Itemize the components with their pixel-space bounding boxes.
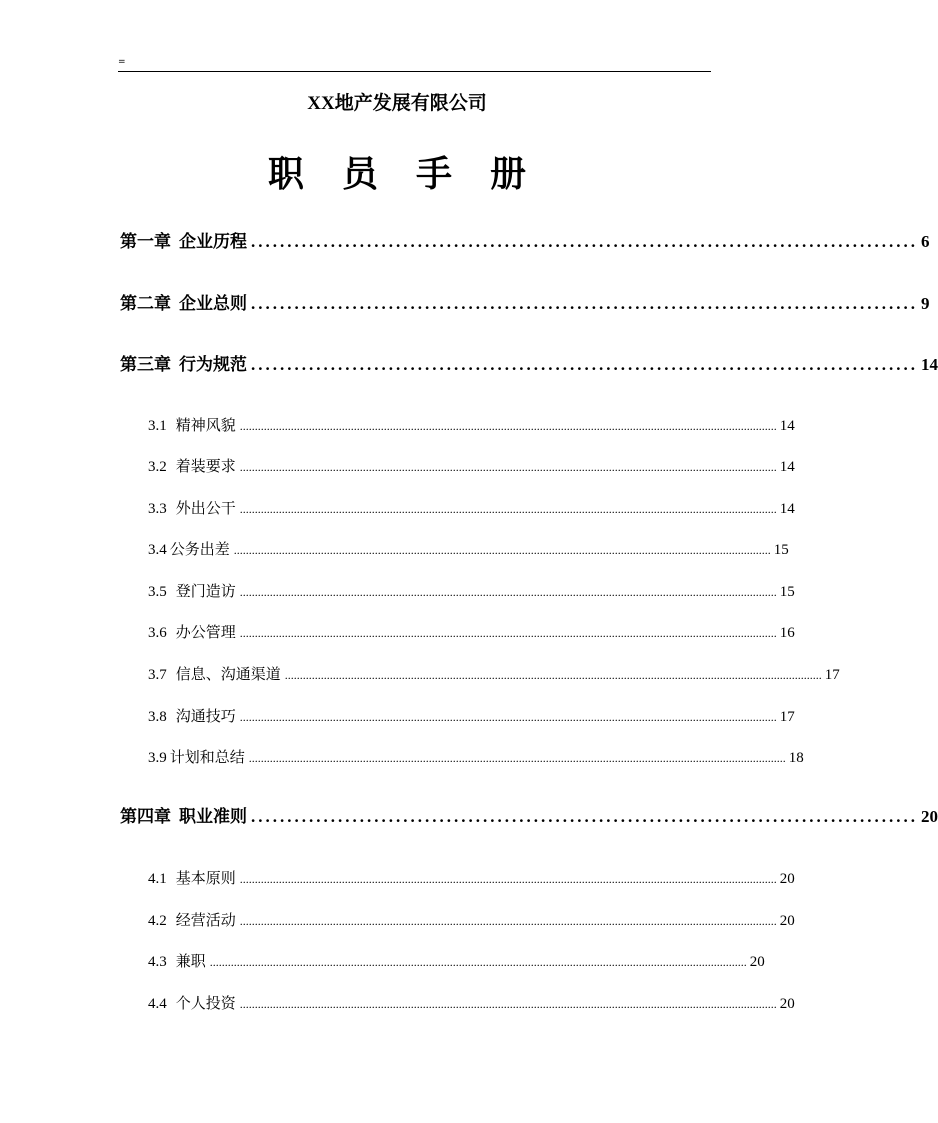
toc-dot-leader: ...................................................................................................................................................................................	[239, 710, 777, 724]
toc-entry-title: 信息、沟通渠道	[175, 665, 281, 683]
toc-chapter-1[interactable]	[120, 230, 930, 254]
toc-dot-leader: ............................................................................................	[251, 355, 918, 374]
toc-dot-leader: ...................................................................................................................................................................................	[233, 543, 771, 557]
toc-section-3-1[interactable]	[148, 414, 795, 437]
toc-page-number: 14	[921, 355, 938, 374]
toc-entry-title: 外出公干	[175, 499, 236, 517]
toc-entry-number: 第三章	[120, 355, 171, 374]
toc-page-number: 20	[749, 954, 765, 970]
toc-entry-title: 登门造访	[175, 582, 236, 600]
toc-entry-title: 经营活动	[175, 911, 236, 929]
toc-entry-title: 基本原则	[175, 869, 236, 887]
toc-dot-leader: ...................................................................................................................................................................................	[248, 751, 786, 765]
toc-entry-title: 行为规范	[179, 355, 247, 375]
toc-entry-title: 计划和总结	[169, 748, 245, 766]
header-mark: =	[118, 57, 126, 67]
toc-section-3-6[interactable]	[148, 621, 795, 644]
toc-dot-leader: ...................................................................................................................................................................................	[239, 626, 777, 640]
toc-dot-leader: ...................................................................................................................................................................................	[239, 419, 777, 433]
toc-entry-number: 4.3	[148, 954, 167, 970]
toc-entry-number: 3.5	[148, 584, 167, 600]
toc-dot-leader: ............................................................................................	[251, 807, 918, 826]
document-title: 职员手册	[267, 153, 564, 195]
toc-entry-number: 3.8	[148, 709, 167, 725]
toc-entry-number: 3.7	[148, 667, 167, 683]
toc-page-number: 20	[779, 913, 795, 929]
toc-page-number: 9	[921, 294, 930, 313]
toc-entry-number: 4.2	[148, 913, 167, 929]
toc-section-4-2[interactable]	[148, 909, 795, 932]
toc-dot-leader: ............................................................................................	[251, 232, 918, 251]
toc-page-number: 14	[779, 501, 795, 517]
toc-page-number: 17	[779, 709, 795, 725]
toc-entry-title: 职业准则	[179, 807, 247, 827]
toc-entry-title: 企业历程	[179, 232, 247, 252]
toc-page-number: 20	[921, 807, 938, 826]
company-name: XX地产发展有限公司	[307, 93, 487, 114]
toc-entry-number: 3.4	[148, 542, 167, 558]
toc-entry-title: 沟通技巧	[175, 707, 236, 725]
toc-section-3-8[interactable]	[148, 705, 795, 728]
toc-entry-number: 4.4	[148, 996, 167, 1012]
toc-entry-number: 第一章	[120, 232, 171, 251]
toc-entry-title: 着装要求	[175, 457, 236, 475]
toc-dot-leader: ...................................................................................................................................................................................	[209, 955, 747, 969]
toc-section-4-4[interactable]	[148, 992, 795, 1015]
toc-page-number: 20	[779, 996, 795, 1012]
toc-section-3-9[interactable]	[148, 746, 804, 769]
toc-page-number: 16	[779, 625, 795, 641]
toc-dot-leader: ...................................................................................................................................................................................	[239, 460, 777, 474]
toc-section-4-1[interactable]	[148, 867, 795, 890]
toc-entry-title: 办公管理	[175, 623, 236, 641]
toc-entry-number: 第二章	[120, 294, 171, 313]
toc-entry-title: 兼职	[175, 952, 206, 970]
toc-entry-title: 精神风貌	[175, 416, 236, 434]
toc-entry-number: 3.9	[148, 750, 167, 766]
toc-section-3-5[interactable]	[148, 580, 795, 603]
toc-entry-title: 企业总则	[179, 294, 247, 314]
toc-dot-leader: ...................................................................................................................................................................................	[239, 997, 777, 1011]
toc-dot-leader: ...................................................................................................................................................................................	[239, 502, 777, 516]
toc-chapter-4[interactable]	[120, 805, 938, 829]
toc-entry-title: 个人投资	[175, 994, 236, 1012]
toc-section-3-2[interactable]	[148, 455, 795, 478]
toc-page-number: 17	[824, 667, 840, 683]
toc-section-3-3[interactable]	[148, 497, 795, 520]
toc-dot-leader: ...................................................................................................................................................................................	[239, 914, 777, 928]
toc-entry-number: 第四章	[120, 807, 171, 826]
toc-entry-number: 3.2	[148, 459, 167, 475]
toc-page-number: 15	[779, 584, 795, 600]
toc-section-3-4[interactable]	[148, 538, 789, 561]
toc-page-number: 14	[779, 459, 795, 475]
toc-dot-leader: ...................................................................................................................................................................................	[239, 585, 777, 599]
toc-page-number: 14	[779, 418, 795, 434]
toc-entry-number: 4.1	[148, 871, 167, 887]
toc-entry-title: 公务出差	[169, 540, 230, 558]
toc-section-4-3[interactable]	[148, 950, 765, 973]
toc-page-number: 6	[921, 232, 930, 251]
toc-page-number: 15	[773, 542, 789, 558]
toc-dot-leader: ............................................................................................	[251, 294, 918, 313]
toc-dot-leader: ...................................................................................................................................................................................	[284, 668, 822, 682]
toc-page-number: 20	[779, 871, 795, 887]
toc-dot-leader: ...................................................................................................................................................................................	[239, 872, 777, 886]
toc-page-number: 18	[788, 750, 804, 766]
toc-chapter-3[interactable]	[120, 353, 938, 377]
toc-entry-number: 3.6	[148, 625, 167, 641]
toc-chapter-2[interactable]	[120, 292, 930, 316]
toc-entry-number: 3.1	[148, 418, 167, 434]
toc-entry-number: 3.3	[148, 501, 167, 517]
toc-section-3-7[interactable]	[148, 663, 840, 686]
